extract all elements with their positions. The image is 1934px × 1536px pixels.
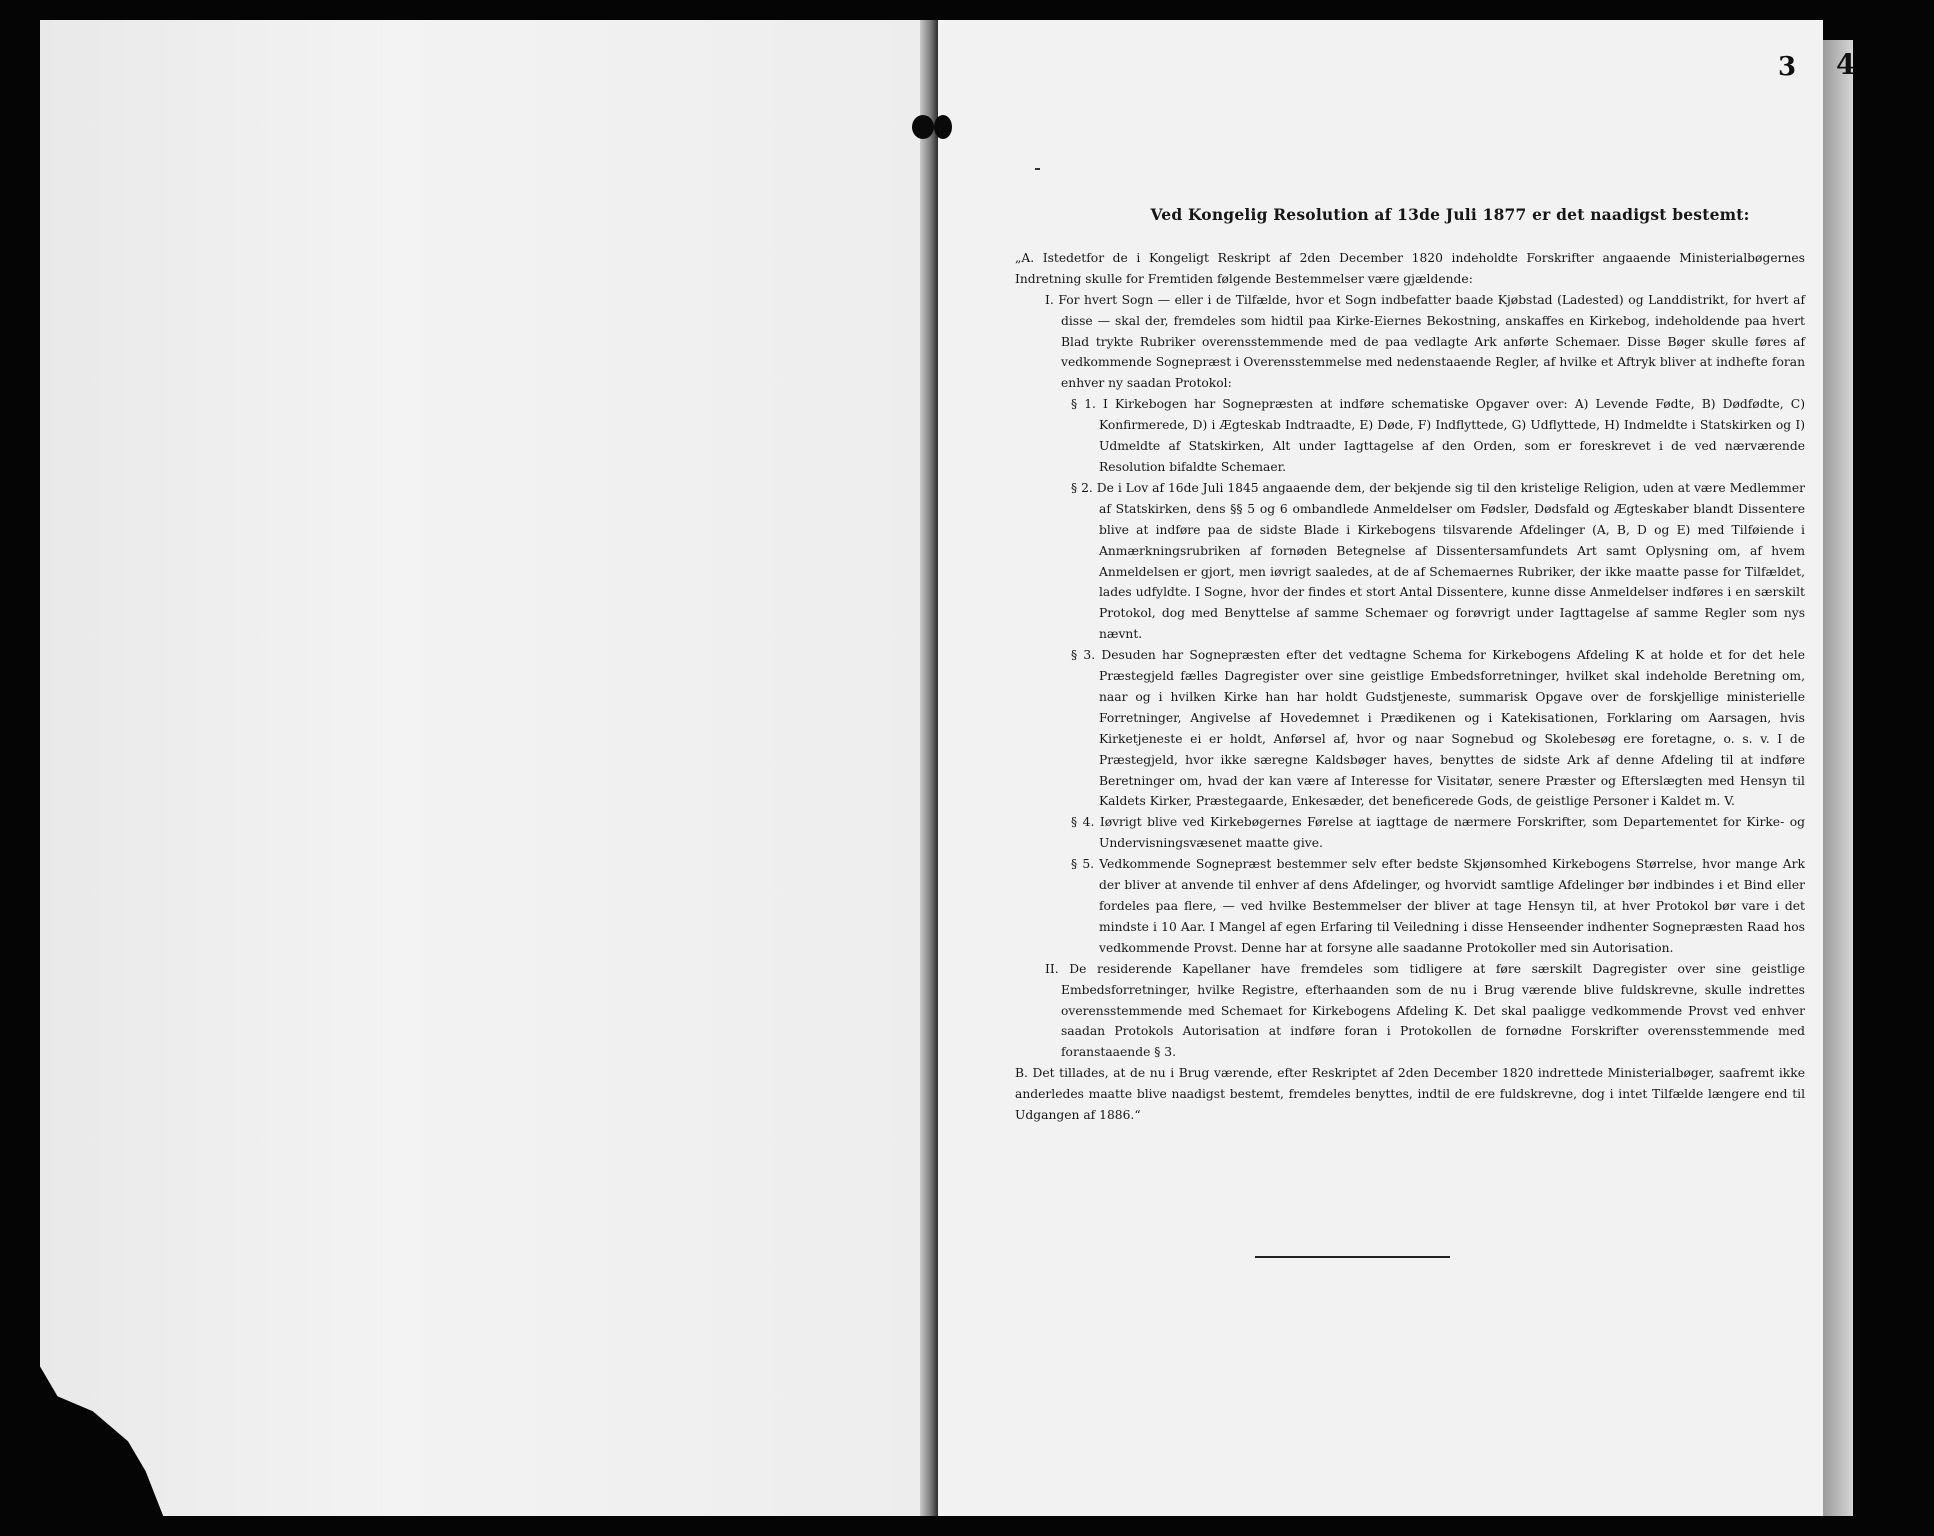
page-number: 3 (1778, 52, 1797, 82)
edge-page-number: 4 (1836, 48, 1856, 81)
resolution-heading: Ved Kongelig Resolution af 13de Juli 1877 er det naadigst bestemt: (1150, 205, 1750, 224)
paragraph-I: I. For hvert Sogn — eller i de Tilfælde, hvor et Sogn indbefatter baade Kjøbstad (Ladested) og Landdistrikt, for hvert af disse — skal der, fremdeles som hidtil paa Kirke-Eiernes Bekostning, anskaffes en Kirkebog, indeholdende paa hvert Blad trykte Rubriker overensstemmende med de paa vedlagte Ark anførte Schemaer. Disse Bøger skulle føres af vedkommende Sognepræst i Overensstemmelse med nedenstaaende Regler, af hvilke et Aftryk bliver at indhefte foran enhver ny saadan Protokol: (1045, 292, 1805, 391)
section-3: § 3. Desuden har Sognepræsten efter det vedtagne Schema for Kirkebogens Afdeling K at holde et for det hele Præstegjeld fælles Dagregister over sine geistlige Embedsforretninger, hvilket skal indeholde Beretning om, naar og i hvilken Kirke han har holdt Gudstjeneste, summarisk Opgave over de forskjellige ministerielle Forretninger, Angivelse af Hovedemnet i Prædikenen og i Katekisationen, Forklaring om Aarsagen, hvis Kirketjeneste ei er holdt, Anførsel af, hvor og naar Sognebud og Skolebesøg ere foretagne, o. s. v. I de Præstegjeld, hvor ikke særegne Kaldsbøger haves, benyttes de sidste Ark af denne Afdeling til at indføre Beretninger om, hvad der kan være af Interesse for Visitatør, senere Præster og Efterslægten med Hensyn til Kaldets Kirker, Præstegaarde, Enkesæder, det beneficerede Gods, de geistlige Personer i Kaldet m. V. (1071, 648, 1805, 809)
closing-rule (1255, 1256, 1450, 1258)
section-2: § 2. De i Lov af 16de Juli 1845 angaaende dem, der bekjende sig til den kristelige Religion, uden at være Medlemmer af Statskirken, dens §§ 5 og 6 ombandlede Anmeldelser om Fødsler, Dødsfald og Ægteskaber blandt Dissentere blive at indføre paa de sidste Blade i Kirkebogens tilsvarende Afdelinger (A, B, D og E) med Tilføiende i Anmærkningsrubriken af fornøden Betegnelse af Dissentersamfundets Art samt Oplysning om, af hvem Anmeldelsen er gjort, men iøvrigt saaledes, at de af Schemaernes Rubriker, der ikke maatte passe for Tilfældet, lades udfyldte. I Sogne, hvor der findes et stort Antal Dissentere, kunne disse Anmeldelser indføres i en særskilt Protokol, dog med Benyttelse af samme Schemaer og forøvrigt under Iagttagelse af samme Regler som nys nævnt. (1071, 480, 1805, 642)
book-gutter (920, 20, 938, 1516)
binding-hole-right (934, 115, 952, 139)
binding-hole-left (912, 115, 934, 139)
paragraph-B: B. Det tillades, at de nu i Brug værende, efter Reskriptet af 2den December 1820 indrettede Ministerialbøger, saafremt ikke anderledes maatte blive naadigst bestemt, fremdeles benyttes, indtil de ere fuldskrevne, dog i intet Tilfælde længere end til Udgangen af 1886.“ (1015, 1066, 1805, 1123)
paragraph-II: II. De residerende Kapellaner have fremdeles som tidligere at føre særskilt Dagregister over sine geistlige Embedsforretninger, hvilke Registre, efterhaanden som de nu i Brug værende blive fuldskrevne, skulle indrettes overensstemmende med Schemaet for Kirkebogens Afdeling K. Det skal paaligge vedkommende Provst ved enhver saadan Protokols Autorisation at indføre foran i Protokollen de fornødne Forskrifter overensstemmende med foranstaaende § 3. (1045, 961, 1805, 1060)
page-edge-strip (1823, 40, 1856, 1516)
section-4: § 4. Iøvrigt blive ved Kirkebøgernes Førelse at iagttage de nærmere Forskrifter, som Departementet for Kirke- og Undervisningsvæsenet maatte give. (1071, 815, 1805, 851)
left-page-blank (40, 20, 920, 1516)
resolution-text (1015, 205, 1805, 1126)
section-5: § 5. Vedkommende Sognepræst bestemmer selv efter bedste Skjønsomhed Kirkebogens Størrelse, hvor mange Ark der bliver at anvende til enhver af dens Afdelinger, og hvorvidt samtlige Afdelinger bør indbindes i et Bind eller fordeles paa flere, — ved hvilke Bestemmelser der bliver at tage Hensyn til, at hver Protokol bør vare i det mindste i 10 Aar. I Mangel af egen Erfaring til Veiledning i disse Henseender indhenter Sognepræsten Raad hos vedkommende Provst. Denne har at forsyne alle saadanne Protokoller med sin Autorisation. (1071, 857, 1805, 955)
paragraph-A: „A. Istedetfor de i Kongeligt Reskript af 2den December 1820 indeholdte Forskrifter angaaende Ministerialbøgernes Indretning skulle for Fremtiden følgende Bestemmelser være gjældende: (1015, 250, 1805, 286)
section-1: § 1. I Kirkebogen har Sognepræsten at indføre schematiske Opgaver over: A) Levende Fødte, B) Dødfødte, C) Konfirmerede, D) i Ægteskab Indtraadte, E) Døde, F) Indflyttede, G) Udflyttede, H) Indmeldte i Statskirken og I) Udmeldte af Statskirken, Alt under Iagttagelse af den Orden, som er foreskrevet i de ved nærværende Resolution bifaldte Schemaer. (1071, 397, 1805, 474)
small-mark (1035, 168, 1040, 170)
